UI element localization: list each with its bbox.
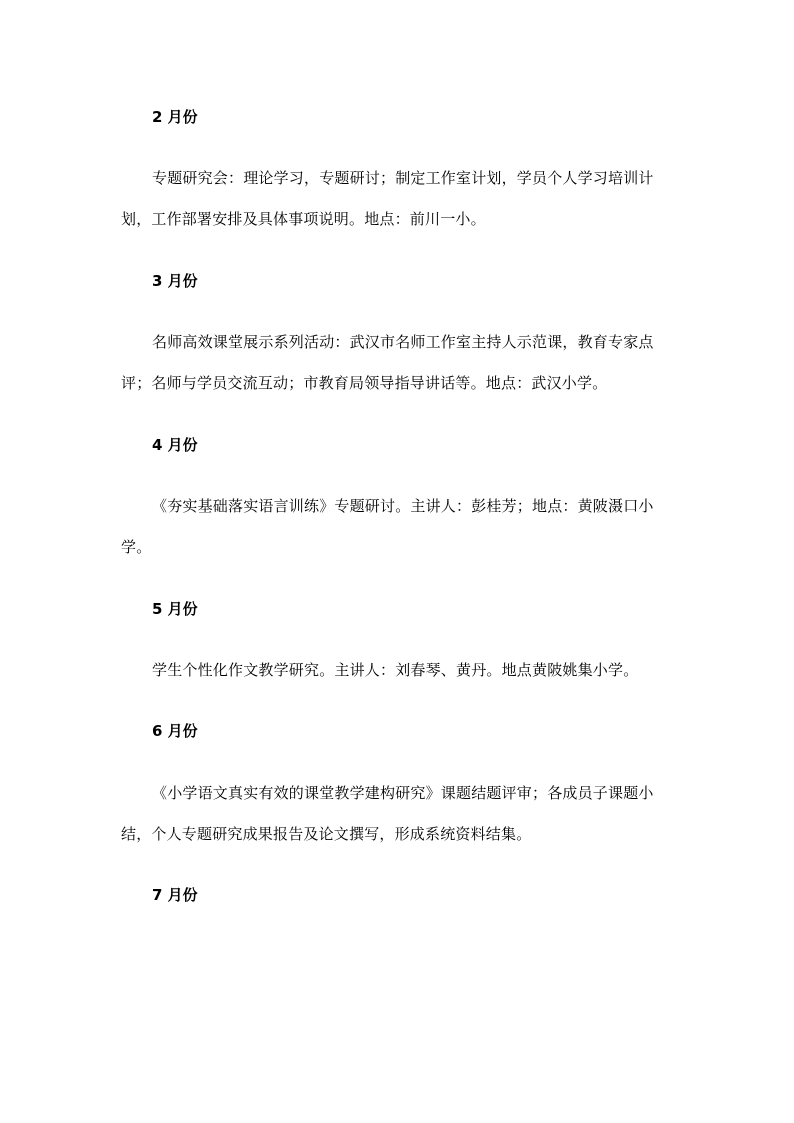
paragraph-feb: 专题研究会：理论学习，专题研讨；制定工作室计划，学员个人学习培训计划，工作部署安排及具体事项说明。地点：前川一小。 — [121, 169, 654, 228]
month-heading-may: 5 月份 — [152, 600, 198, 618]
month-heading-apr: 4 月份 — [152, 436, 198, 454]
month-heading-mar: 3 月份 — [152, 272, 198, 290]
paragraph-may: 学生个性化作文教学研究。主讲人：刘春琴、黄丹。地点黄陂姚集小学。 — [152, 661, 639, 679]
month-heading-jul: 7 月份 — [152, 886, 198, 904]
month-heading-feb: 2 月份 — [152, 108, 198, 126]
paragraph-mar: 名师高效课堂展示系列活动：武汉市名师工作室主持人示范课，教育专家点评；名师与学员交流互动；市教育局领导指导讲话等。地点：武汉小学。 — [121, 333, 654, 392]
paragraph-apr: 《夯实基础落实语言训练》专题研讨。主讲人：彭桂芳；地点：黄陂滠口小学。 — [121, 497, 654, 556]
paragraph-jun: 《小学语文真实有效的课堂教学建构研究》课题结题评审；各成员子课题小结，个人专题研究成果报告及论文撰写，形成系统资料结集。 — [121, 784, 654, 843]
month-heading-jun: 6 月份 — [152, 722, 198, 740]
